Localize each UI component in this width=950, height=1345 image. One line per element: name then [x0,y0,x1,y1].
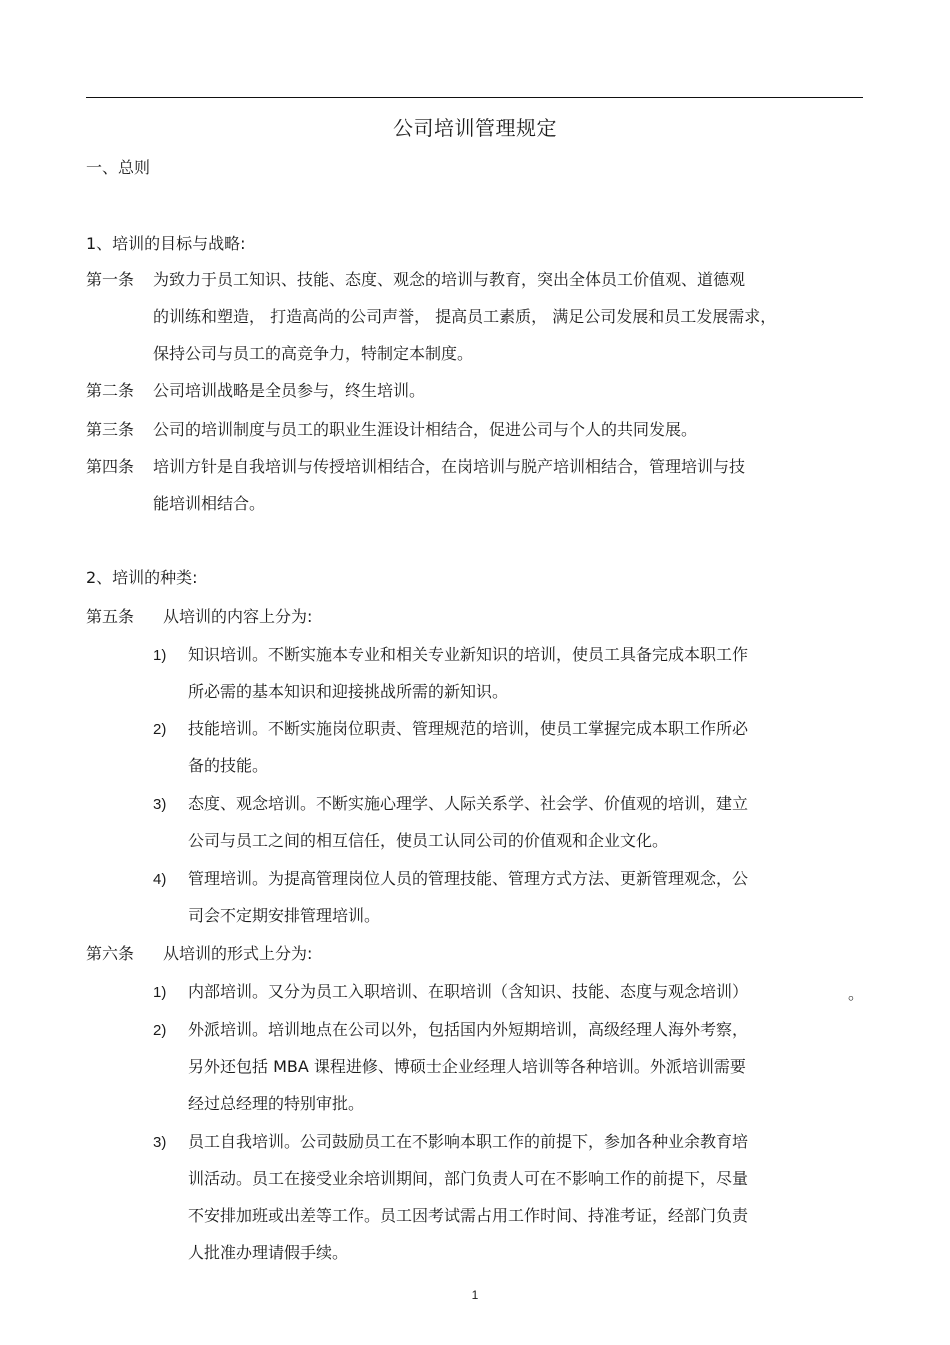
list-item-line: 另外还包括 MBA 课程进修、博硕士企业经理人培训等各种培训。外派培训需要 [188,1057,746,1076]
list-item-number: 3) [153,1134,167,1151]
article-label: 第二条 [86,381,135,400]
article-text-line: 公司培训战略是全员参与，终生培训。 [153,381,426,400]
list-item-line: 经过总经理的特别审批。 [188,1094,365,1113]
article-label: 第一条 [86,270,135,289]
article-label: 第三条 [86,420,135,439]
list-item-line: 所必需的基本知识和迎接挑战所需的新知识。 [188,682,509,701]
list-item-line: 不安排加班或出差等工作。员工因考试需占用工作时间、持准考证，经部门负责 [188,1206,749,1225]
list-item-line: 态度、观念培训。不断实施心理学、人际关系学、社会学、价值观的培训，建立 [188,794,749,813]
list-item-number: 3) [153,796,167,813]
subsection-heading-types: 2、培训的种类: [86,568,198,587]
article-text-line: 培训方针是自我培训与传授培训相结合，在岗培训与脱产培训相结合，管理培训与技 [153,457,746,476]
list-item-line: 备的技能。 [188,756,269,775]
article-text-line: 能培训相结合。 [153,494,266,513]
article-label: 第四条 [86,457,135,476]
list-item-line: 技能培训。不断实施岗位职责、管理规范的培训，使员工掌握完成本职工作所必 [188,719,749,738]
article-label: 第六条 [86,944,135,963]
article-text-line: 从培训的内容上分为: [163,607,313,626]
subsection-heading-goals: 1、培训的目标与战略: [86,234,246,253]
list-item-line: 内部培训。又分为员工入职培训、在职培训（含知识、技能、态度与观念培训） [188,982,749,1001]
article-text-line: 的训练和塑造， 打造高尚的公司声誉， 提高员工素质， 满足公司发展和员工发展需求， [153,307,777,326]
article-text-line: 为致力于员工知识、技能、态度、观念的培训与教育，突出全体员工价值观、道德观 [153,270,746,289]
page-number: 1 [471,1288,479,1302]
document-title: 公司培训管理规定 [393,116,557,140]
article-text-line: 公司的培训制度与员工的职业生涯设计相结合，促进公司与个人的共同发展。 [153,420,698,439]
section-heading-general: 一、总则 [86,158,151,177]
list-item-number: 4) [153,871,167,888]
list-item-line: 司会不定期安排管理培训。 [188,906,381,925]
list-item-line: 人批准办理请假手续。 [188,1243,349,1262]
list-item-line: 管理培训。为提高管理岗位人员的管理技能、管理方式方法、更新管理观念，公 [188,869,749,888]
list-item-line: 训活动。员工在接受业余培训期间，部门负责人可在不影响工作的前提下，尽量 [188,1169,749,1188]
article-text-line: 保持公司与员工的高竞争力，特制定本制度。 [153,344,474,363]
list-item-number: 2) [153,1022,167,1039]
article-label: 第五条 [86,607,135,626]
header-rule [86,97,863,98]
article-text-line: 从培训的形式上分为: [163,944,313,963]
list-item-number: 1) [153,647,167,664]
list-item-tail-punctuation: 。 [848,984,865,1003]
list-item-line: 员工自我培训。公司鼓励员工在不影响本职工作的前提下，参加各种业余教育培 [188,1132,749,1151]
list-item-line: 知识培训。不断实施本专业和相关专业新知识的培训，使员工具备完成本职工作 [188,645,749,664]
list-item-line: 公司与员工之间的相互信任，使员工认同公司的价值观和企业文化。 [188,831,669,850]
list-item-number: 2) [153,721,167,738]
list-item-line: 外派培训。培训地点在公司以外，包括国内外短期培训，高级经理人海外考察， [188,1020,749,1039]
list-item-number: 1) [153,984,167,1001]
